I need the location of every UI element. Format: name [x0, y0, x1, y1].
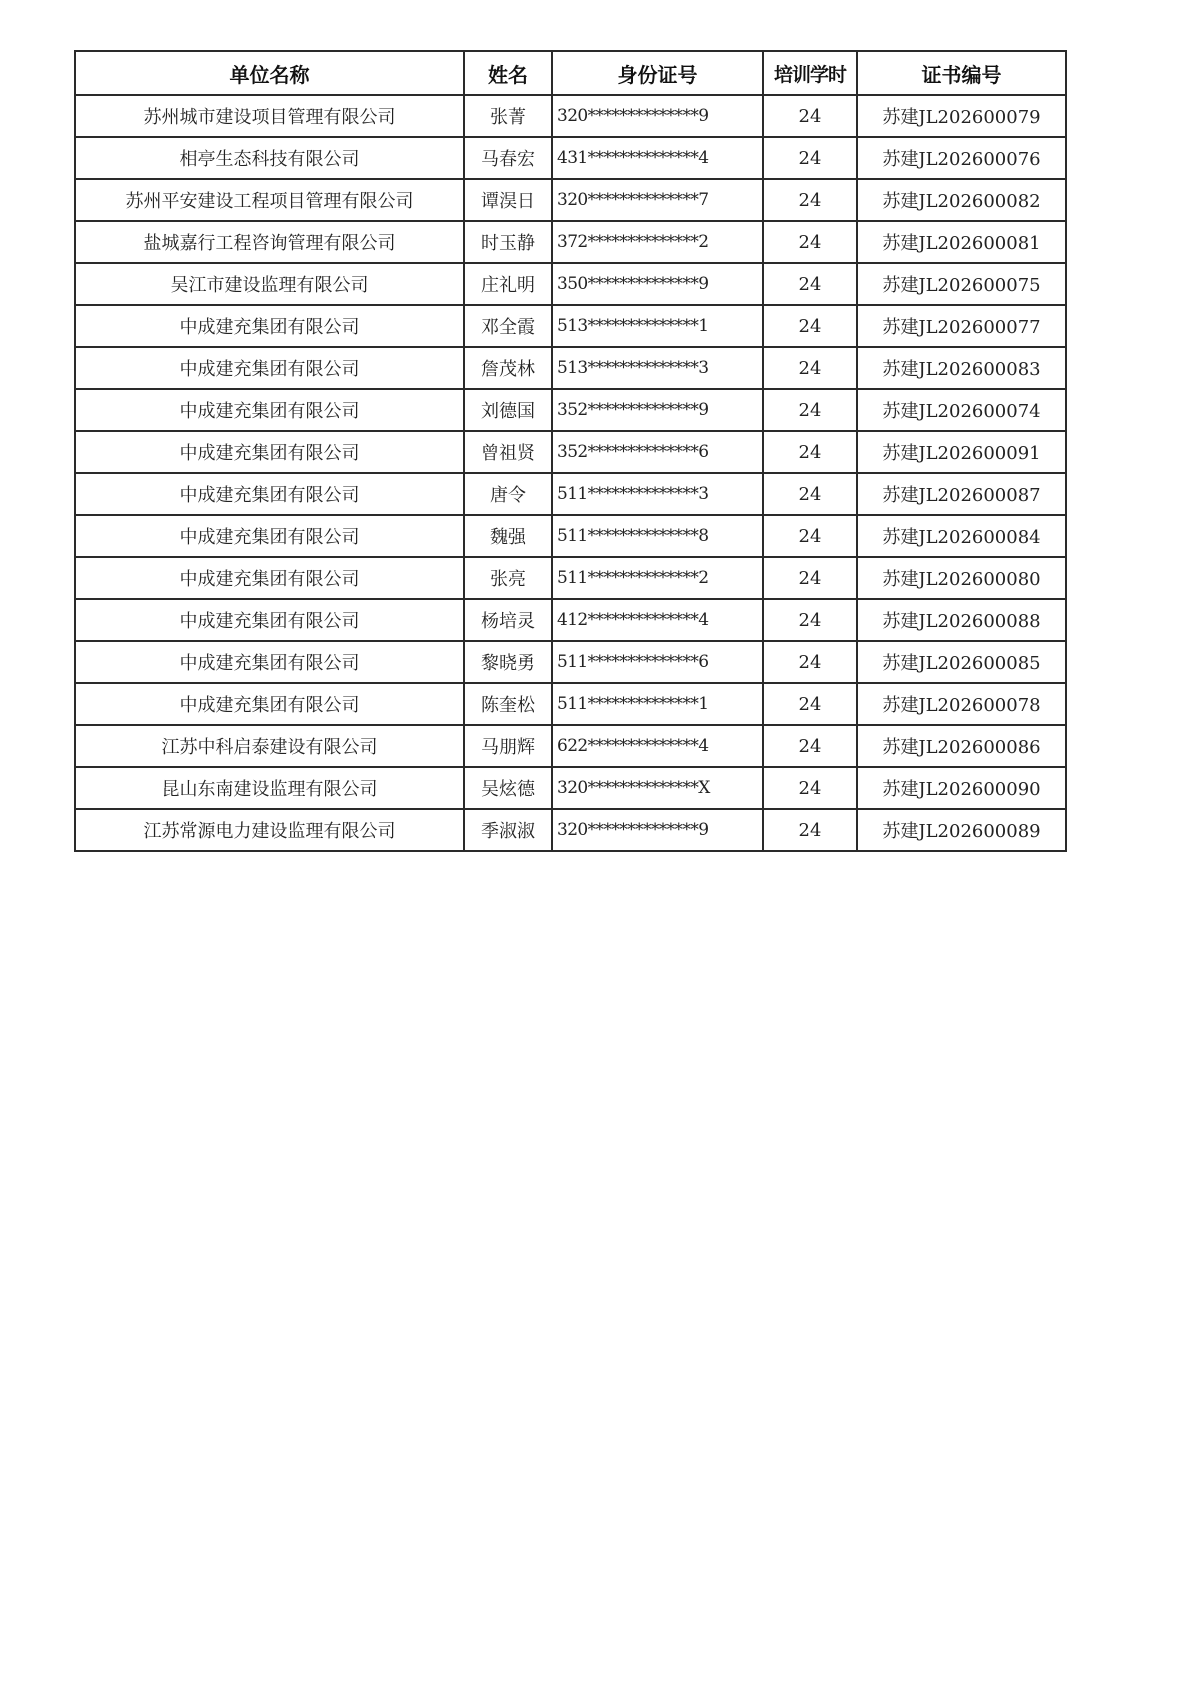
cell-unit-name: 昆山东南建设监理有限公司 — [75, 767, 464, 809]
cell-certificate-number: 苏建JL202600080 — [857, 557, 1066, 599]
table-row — [75, 767, 1066, 809]
cell-certificate-number: 苏建JL202600079 — [857, 95, 1066, 137]
cell-person-name: 黎晓勇 — [464, 641, 552, 683]
cell-certificate-number: 苏建JL202600075 — [857, 263, 1066, 305]
cell-unit-name: 中成建充集团有限公司 — [75, 599, 464, 641]
cell-training-hours: 24 — [763, 473, 857, 515]
cell-certificate-number: 苏建JL202600074 — [857, 389, 1066, 431]
cell-certificate-number: 苏建JL202600091 — [857, 431, 1066, 473]
cell-unit-name: 江苏常源电力建设监理有限公司 — [75, 809, 464, 851]
cell-id-number: 511**************1 — [552, 683, 763, 725]
cell-id-number: 320**************9 — [552, 809, 763, 851]
cell-person-name: 张菁 — [464, 95, 552, 137]
cell-person-name: 陈奎松 — [464, 683, 552, 725]
cell-id-number: 350**************9 — [552, 263, 763, 305]
cell-person-name: 季淑淑 — [464, 809, 552, 851]
cell-training-hours: 24 — [763, 767, 857, 809]
cell-training-hours: 24 — [763, 641, 857, 683]
cell-person-name: 魏强 — [464, 515, 552, 557]
cell-training-hours: 24 — [763, 557, 857, 599]
table-row — [75, 683, 1066, 725]
cell-person-name: 马朋辉 — [464, 725, 552, 767]
table-row — [75, 725, 1066, 767]
table-header — [75, 51, 1066, 95]
header-id-number: 身份证号 — [552, 51, 763, 95]
cell-certificate-number: 苏建JL202600086 — [857, 725, 1066, 767]
table-row — [75, 389, 1066, 431]
cell-training-hours: 24 — [763, 725, 857, 767]
table-row — [75, 641, 1066, 683]
cell-unit-name: 中成建充集团有限公司 — [75, 557, 464, 599]
header-row — [75, 51, 1066, 95]
header-unit-name: 单位名称 — [75, 51, 464, 95]
cell-person-name: 曾祖贤 — [464, 431, 552, 473]
cell-certificate-number: 苏建JL202600088 — [857, 599, 1066, 641]
cell-training-hours: 24 — [763, 263, 857, 305]
cell-certificate-number: 苏建JL202600090 — [857, 767, 1066, 809]
cell-certificate-number: 苏建JL202600089 — [857, 809, 1066, 851]
cell-id-number: 431**************4 — [552, 137, 763, 179]
cell-person-name: 谭淏日 — [464, 179, 552, 221]
cell-unit-name: 吴江市建设监理有限公司 — [75, 263, 464, 305]
cell-id-number: 320**************9 — [552, 95, 763, 137]
cell-training-hours: 24 — [763, 305, 857, 347]
cell-unit-name: 盐城嘉行工程咨询管理有限公司 — [75, 221, 464, 263]
cell-id-number: 511**************2 — [552, 557, 763, 599]
cell-id-number: 372**************2 — [552, 221, 763, 263]
cell-certificate-number: 苏建JL202600081 — [857, 221, 1066, 263]
cell-unit-name: 苏州平安建设工程项目管理有限公司 — [75, 179, 464, 221]
table-row — [75, 599, 1066, 641]
cell-person-name: 邓全霞 — [464, 305, 552, 347]
cell-training-hours: 24 — [763, 95, 857, 137]
cell-person-name: 唐令 — [464, 473, 552, 515]
cell-unit-name: 中成建充集团有限公司 — [75, 305, 464, 347]
cell-id-number: 320**************X — [552, 767, 763, 809]
cell-id-number: 412**************4 — [552, 599, 763, 641]
cell-person-name: 张亮 — [464, 557, 552, 599]
cell-training-hours: 24 — [763, 347, 857, 389]
header-training-hours: 培训学时 — [763, 51, 857, 95]
cell-id-number: 511**************8 — [552, 515, 763, 557]
header-certificate-number: 证书编号 — [857, 51, 1066, 95]
table-row — [75, 221, 1066, 263]
table-row — [75, 179, 1066, 221]
cell-unit-name: 中成建充集团有限公司 — [75, 641, 464, 683]
table-row — [75, 473, 1066, 515]
cell-person-name: 刘德国 — [464, 389, 552, 431]
table-row — [75, 557, 1066, 599]
cell-training-hours: 24 — [763, 179, 857, 221]
header-person-name: 姓名 — [464, 51, 552, 95]
cell-person-name: 庄礼明 — [464, 263, 552, 305]
cell-person-name: 时玉静 — [464, 221, 552, 263]
cell-person-name: 詹茂林 — [464, 347, 552, 389]
table-row — [75, 809, 1066, 851]
table-row — [75, 305, 1066, 347]
cell-unit-name: 苏州城市建设项目管理有限公司 — [75, 95, 464, 137]
cell-id-number: 513**************3 — [552, 347, 763, 389]
table-row — [75, 137, 1066, 179]
cell-id-number: 320**************7 — [552, 179, 763, 221]
cell-id-number: 352**************9 — [552, 389, 763, 431]
cell-person-name: 吴炫德 — [464, 767, 552, 809]
cell-certificate-number: 苏建JL202600083 — [857, 347, 1066, 389]
cell-unit-name: 中成建充集团有限公司 — [75, 515, 464, 557]
cell-training-hours: 24 — [763, 137, 857, 179]
training-roster-table — [74, 50, 1067, 852]
cell-id-number: 511**************3 — [552, 473, 763, 515]
cell-unit-name: 江苏中科启泰建设有限公司 — [75, 725, 464, 767]
cell-id-number: 511**************6 — [552, 641, 763, 683]
table-row — [75, 95, 1066, 137]
cell-unit-name: 中成建充集团有限公司 — [75, 389, 464, 431]
cell-id-number: 352**************6 — [552, 431, 763, 473]
cell-certificate-number: 苏建JL202600087 — [857, 473, 1066, 515]
cell-id-number: 513**************1 — [552, 305, 763, 347]
cell-training-hours: 24 — [763, 599, 857, 641]
cell-training-hours: 24 — [763, 683, 857, 725]
cell-certificate-number: 苏建JL202600077 — [857, 305, 1066, 347]
cell-certificate-number: 苏建JL202600076 — [857, 137, 1066, 179]
cell-person-name: 杨培灵 — [464, 599, 552, 641]
cell-id-number: 622**************4 — [552, 725, 763, 767]
cell-person-name: 马春宏 — [464, 137, 552, 179]
table-row — [75, 431, 1066, 473]
cell-certificate-number: 苏建JL202600085 — [857, 641, 1066, 683]
cell-certificate-number: 苏建JL202600084 — [857, 515, 1066, 557]
cell-unit-name: 中成建充集团有限公司 — [75, 683, 464, 725]
table-row — [75, 347, 1066, 389]
cell-certificate-number: 苏建JL202600078 — [857, 683, 1066, 725]
cell-unit-name: 中成建充集团有限公司 — [75, 431, 464, 473]
cell-training-hours: 24 — [763, 515, 857, 557]
table-body — [75, 95, 1066, 851]
cell-unit-name: 中成建充集团有限公司 — [75, 347, 464, 389]
cell-training-hours: 24 — [763, 431, 857, 473]
cell-unit-name: 相亭生态科技有限公司 — [75, 137, 464, 179]
cell-training-hours: 24 — [763, 221, 857, 263]
cell-certificate-number: 苏建JL202600082 — [857, 179, 1066, 221]
cell-training-hours: 24 — [763, 809, 857, 851]
table-row — [75, 515, 1066, 557]
cell-training-hours: 24 — [763, 389, 857, 431]
table-row — [75, 263, 1066, 305]
cell-unit-name: 中成建充集团有限公司 — [75, 473, 464, 515]
